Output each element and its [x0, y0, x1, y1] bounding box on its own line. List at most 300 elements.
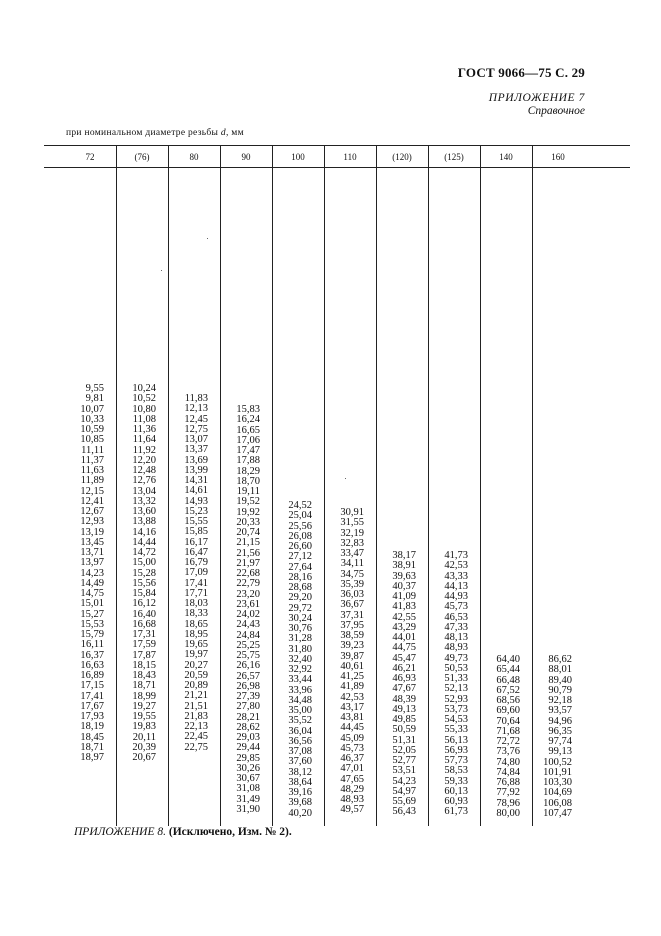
table-cell: 39,23 [340, 640, 364, 652]
table-cell: 32,40 [288, 653, 312, 665]
caption-variable: d [220, 128, 226, 138]
table-cell: 23,20 [236, 588, 260, 600]
table-cell: 36,03 [340, 589, 364, 600]
table-cell: 12,13 [184, 403, 208, 415]
table-cell: 49,85 [392, 714, 416, 725]
table-cell: 16,68 [132, 618, 156, 630]
appendix-type: Справочное [527, 105, 585, 117]
column-values-90 [210, 405, 260, 815]
table-cell: 20,67 [132, 752, 156, 763]
table-cell: 15,85 [184, 526, 208, 538]
table-cell: 15,00 [132, 557, 156, 569]
table-cell: 40,37 [392, 580, 416, 592]
column-header-120: (120) [392, 152, 412, 162]
column-values-120 [366, 551, 416, 818]
table-cell: 37,08 [288, 746, 312, 757]
table-cell: 50,59 [392, 724, 416, 736]
table-cell: 12,75 [184, 423, 208, 435]
table-cell: 22,75 [184, 741, 208, 753]
table-cell: 15,53 [80, 618, 104, 630]
table-cell: 54,23 [392, 775, 416, 787]
table-cell: 60,93 [444, 796, 468, 807]
table-cell: 51,33 [444, 673, 468, 684]
table-cell: 30,67 [236, 773, 260, 784]
table-cell: 58,53 [444, 765, 468, 777]
table-cell: 13,88 [132, 516, 156, 528]
table-cell: 46,21 [392, 662, 416, 674]
table-cell: 15,55 [184, 516, 208, 527]
table-cell: 47,33 [444, 621, 468, 633]
table-cell: 20,11 [132, 731, 156, 743]
table-cell: 24,52 [288, 500, 312, 511]
table-cell: 100,52 [543, 756, 572, 768]
table-cell: 40,20 [288, 807, 312, 819]
table-cell: 38,64 [288, 776, 312, 788]
table-cell: 17,93 [80, 711, 104, 722]
table-cell: 17,06 [236, 434, 260, 446]
table-cell: 17,67 [80, 700, 104, 712]
column-header-140: 140 [499, 152, 513, 162]
table-cell: 11,37 [80, 454, 104, 466]
table-cell: 101,91 [543, 766, 572, 778]
footnote [74, 826, 292, 838]
table-cell: 14,31 [184, 475, 208, 486]
table-cell: 32,92 [288, 664, 312, 675]
table-cell: 37,95 [340, 619, 364, 631]
table-cell: 44,13 [444, 580, 468, 592]
table-cell: 97,74 [548, 736, 572, 747]
table-caption [66, 128, 244, 138]
table-cell: 17,87 [132, 649, 156, 661]
column-header-160: 160 [551, 152, 565, 162]
table-cell: 16,63 [80, 659, 104, 671]
table-cell: 30,91 [340, 507, 364, 518]
table-cell: 16,89 [80, 670, 104, 681]
table-cell: 104,69 [543, 787, 572, 799]
table-cell: 12,41 [80, 495, 104, 507]
table-cell: 16,11 [80, 639, 104, 651]
scan-speck [207, 238, 208, 239]
table-cell: 20,59 [184, 669, 208, 681]
table-cell: 76,88 [496, 777, 520, 788]
table-cell: 16,37 [80, 649, 104, 661]
page-header: ГОСТ 9066—75 С. 29 [457, 65, 585, 80]
table-cell: 13,60 [132, 506, 156, 517]
table-cell: 48,29 [340, 783, 364, 795]
table-cell: 13,71 [80, 547, 104, 558]
table-cell: 13,69 [184, 454, 208, 466]
table-cell: 22,45 [184, 731, 208, 743]
footnote-text: (Исключено, Изм. № 2). [165, 826, 292, 838]
table-cell: 25,75 [236, 650, 260, 661]
table-cell: 55,69 [392, 796, 416, 807]
table-cell: 66,48 [496, 674, 520, 686]
table-cell: 45,73 [340, 742, 364, 754]
table-cell: 12,76 [132, 475, 156, 487]
table-cell: 53,73 [444, 703, 468, 715]
table-cell: 11,92 [132, 444, 156, 456]
table-cell: 47,67 [392, 683, 416, 695]
table-cell: 22,13 [184, 721, 208, 732]
table-cell: 48,39 [392, 693, 416, 705]
table-cell: 38,91 [392, 560, 416, 572]
table-cell: 59,33 [444, 775, 468, 787]
table-cell: 94,96 [548, 715, 572, 727]
table-cell: 14,23 [80, 567, 104, 579]
table-cell: 99,13 [548, 746, 572, 758]
column-header-90: 90 [241, 152, 251, 162]
table-top-rule [44, 145, 630, 146]
column-header-80: 80 [189, 152, 199, 162]
table-cell: 27,12 [288, 551, 312, 563]
table-cell: 28,68 [288, 582, 312, 593]
table-cell: 11,89 [80, 475, 104, 487]
table-cell: 29,72 [288, 602, 312, 614]
table-cell: 103,30 [543, 777, 572, 788]
table-cell: 13,19 [80, 526, 104, 538]
table-cell: 44,45 [340, 722, 364, 734]
table-cell: 44,75 [392, 642, 416, 654]
table-cell: 92,18 [548, 695, 572, 706]
column-values-125 [418, 551, 468, 818]
table-cell: 41,25 [340, 671, 364, 682]
table-cell: 10,80 [132, 403, 156, 415]
table-cell: 26,16 [236, 660, 260, 672]
table-cell: 52,93 [444, 693, 468, 705]
table-cell: 64,40 [496, 654, 520, 665]
column-header-72: 72 [85, 152, 95, 162]
table-cell: 10,85 [80, 434, 104, 446]
caption-unit: , мм [225, 128, 244, 138]
table-cell: 18,70 [236, 475, 260, 487]
table-cell: 22,68 [236, 568, 260, 579]
table-header-rule [44, 167, 630, 168]
table-cell: 15,28 [132, 567, 156, 579]
table-cell: 20,89 [184, 680, 208, 691]
table-cell: 15,79 [80, 629, 104, 640]
table-cell: 14,49 [80, 577, 104, 589]
table-cell: 28,62 [236, 721, 260, 733]
table-cell: 71,68 [496, 725, 520, 737]
table-cell: 17,41 [184, 577, 208, 589]
table-cell: 56,13 [444, 734, 468, 746]
table-cell: 18,33 [184, 608, 208, 620]
table-cell: 18,19 [80, 721, 104, 733]
table-cell: 25,56 [288, 520, 312, 532]
table-cell: 41,73 [444, 550, 468, 561]
table-cell: 43,81 [340, 712, 364, 723]
table-cell: 18,71 [80, 741, 104, 753]
table-cell: 38,17 [392, 550, 416, 561]
table-cell: 31,28 [288, 633, 312, 645]
table-cell: 32,83 [340, 537, 364, 549]
table-cell: 52,05 [392, 744, 416, 756]
table-cell: 24,43 [236, 619, 260, 631]
table-cell: 36,56 [288, 735, 312, 747]
table-cell: 24,02 [236, 609, 260, 620]
table-cell: 106,08 [543, 797, 572, 809]
table-cell: 45,47 [392, 652, 416, 664]
table-cell: 13,07 [184, 434, 208, 445]
table-cell: 37,60 [288, 756, 312, 768]
table-cell: 17,47 [236, 445, 260, 456]
table-cell: 72,72 [496, 736, 520, 747]
table-cell: 13,45 [80, 536, 104, 548]
table-cell: 10,59 [80, 424, 104, 435]
table-cell: 78,96 [496, 797, 520, 809]
table-cell: 70,64 [496, 715, 520, 727]
table-cell: 68,56 [496, 695, 520, 706]
table-cell: 39,87 [340, 650, 364, 662]
table-cell: 73,76 [496, 746, 520, 758]
table-cell: 18,99 [132, 690, 156, 702]
table-cell: 16,79 [184, 557, 208, 568]
table-cell: 19,97 [184, 649, 208, 661]
table-cell: 36,04 [288, 725, 312, 737]
table-cell: 25,04 [288, 510, 312, 522]
column-header-76: (76) [134, 152, 150, 162]
table-cell: 39,68 [288, 797, 312, 809]
table-cell: 16,47 [184, 546, 208, 558]
table-cell: 54,53 [444, 714, 468, 725]
table-cell: 20,39 [132, 741, 156, 753]
table-cell: 33,47 [340, 548, 364, 559]
table-cell: 16,24 [236, 414, 260, 426]
table-cell: 11,64 [132, 434, 156, 446]
table-cell: 43,33 [444, 570, 468, 582]
table-cell: 14,16 [132, 526, 156, 538]
table-cell: 34,48 [288, 694, 312, 706]
table-cell: 16,17 [184, 536, 208, 548]
caption-text: при номинальном диаметре резьбы [66, 128, 221, 138]
table-cell: 11,11 [81, 444, 104, 456]
table-cell: 34,11 [340, 558, 364, 570]
table-cell: 12,93 [80, 516, 104, 528]
table-cell: 34,75 [340, 568, 364, 580]
table-cell: 96,35 [548, 725, 572, 737]
table-cell: 43,17 [340, 701, 364, 713]
table-cell: 46,37 [340, 753, 364, 764]
table-cell: 41,83 [392, 601, 416, 613]
table-cell: 51,31 [392, 734, 416, 746]
table-cell: 45,73 [444, 601, 468, 613]
table-cell: 30,24 [288, 612, 312, 624]
scan-speck [161, 270, 162, 271]
table-cell: 47,01 [340, 763, 364, 775]
table-cell: 31,90 [236, 803, 260, 815]
table-cell: 18,29 [236, 465, 260, 477]
table-cell: 10,07 [80, 403, 104, 415]
table-cell: 41,09 [392, 591, 416, 602]
table-cell: 13,32 [132, 495, 156, 507]
table-cell: 69,60 [496, 705, 520, 717]
table-cell: 36,67 [340, 599, 364, 611]
table-cell: 11,08 [132, 413, 156, 425]
table-cell: 15,01 [80, 598, 104, 610]
table-cell: 20,74 [236, 527, 260, 538]
table-cell: 23,61 [236, 598, 260, 610]
table-cell: 14,93 [184, 495, 208, 507]
scan-speck [345, 478, 346, 479]
table-cell: 26,60 [288, 541, 312, 552]
table-cell: 15,23 [184, 505, 208, 517]
column-header-125: (125) [444, 152, 464, 162]
table-cell: 27,39 [236, 691, 260, 702]
table-cell: 12,67 [80, 506, 104, 517]
table-cell: 20,33 [236, 516, 260, 528]
table-cell: 18,95 [184, 628, 208, 640]
table-cell: 31,55 [340, 517, 364, 529]
table-cell: 13,99 [184, 464, 208, 476]
table-cell: 48,13 [444, 632, 468, 643]
table-cell: 18,65 [184, 618, 208, 630]
table-cell: 47,65 [340, 773, 364, 785]
table-cell: 88,01 [548, 664, 572, 676]
table-cell: 26,98 [236, 680, 260, 692]
table-cell: 11,36 [132, 424, 156, 435]
table-cell: 30,26 [236, 762, 260, 774]
table-cell: 11,83 [184, 393, 208, 404]
table-cell: 15,84 [132, 588, 156, 599]
appendix-label [489, 92, 585, 118]
table-cell: 19,65 [184, 639, 208, 650]
table-cell: 77,92 [496, 787, 520, 799]
table-cell: 19,11 [236, 486, 260, 497]
table-cell: 22,79 [236, 578, 260, 590]
column-values-160 [522, 655, 572, 819]
table-cell: 49,73 [444, 652, 468, 664]
table-cell: 50,53 [444, 662, 468, 674]
table-cell: 28,21 [236, 711, 260, 723]
table-cell: 18,03 [184, 598, 208, 609]
table-cell: 20,27 [184, 659, 208, 671]
table-cell: 60,13 [444, 785, 468, 797]
table-cell: 18,97 [80, 752, 104, 763]
table-cell: 17,15 [80, 680, 104, 692]
table-cell: 90,79 [548, 684, 572, 696]
table-cell: 14,75 [80, 588, 104, 599]
appendix-tag: ПРИЛОЖЕНИЕ 7 [488, 92, 585, 104]
table-cell: 19,83 [132, 721, 156, 733]
table-cell: 19,27 [132, 700, 156, 712]
table-cell: 43,29 [392, 621, 416, 633]
table-cell: 17,71 [184, 587, 208, 599]
table-cell: 39,16 [288, 787, 312, 798]
table-cell: 25,25 [236, 639, 260, 651]
table-cell: 21,21 [184, 690, 208, 702]
table-cell: 49,57 [340, 804, 364, 816]
table-cell: 12,15 [80, 485, 104, 497]
table-cell: 61,73 [444, 806, 468, 818]
table-cell: 29,20 [288, 592, 312, 604]
table-cell: 21,56 [236, 547, 260, 559]
table-cell: 10,33 [80, 413, 104, 425]
table-cell: 9,55 [85, 383, 104, 394]
table-cell: 42,55 [392, 611, 416, 623]
table-cell: 44,01 [392, 632, 416, 643]
table-cell: 57,73 [444, 755, 468, 766]
table-cell: 24,84 [236, 629, 260, 641]
table-cell: 18,15 [132, 659, 156, 671]
table-cell: 30,76 [288, 623, 312, 634]
table-cell: 49,13 [392, 703, 416, 715]
table-cell: 17,59 [132, 639, 156, 651]
table-cell: 46,93 [392, 673, 416, 684]
table-cell: 31,80 [288, 643, 312, 655]
table-cell: 65,44 [496, 664, 520, 676]
column-values-140 [470, 655, 520, 819]
table-cell: 42,53 [340, 691, 364, 703]
table-cell: 19,92 [236, 506, 260, 518]
table-cell: 21,97 [236, 557, 260, 569]
table-cell: 56,93 [444, 744, 468, 756]
table-cell: 13,97 [80, 557, 104, 569]
table-cell: 37,31 [340, 609, 364, 621]
table-cell: 28,16 [288, 571, 312, 583]
table-cell: 80,00 [496, 807, 520, 819]
table-cell: 12,48 [132, 465, 156, 476]
column-values-72 [54, 384, 104, 763]
table-cell: 67,52 [496, 684, 520, 696]
column-header-100: 100 [291, 152, 305, 162]
table-cell: 21,15 [236, 537, 260, 549]
table-cell: 19,55 [132, 711, 156, 722]
table-cell: 107,47 [543, 807, 572, 819]
table-cell: 46,53 [444, 611, 468, 623]
table-cell: 15,83 [236, 404, 260, 415]
table-cell: 54,97 [392, 785, 416, 797]
footnote-label: ПРИЛОЖЕНИЕ 8. [74, 826, 166, 838]
column-values-80 [158, 394, 208, 753]
table-cell: 26,08 [288, 530, 312, 542]
table-cell: 52,77 [392, 755, 416, 766]
table-cell: 17,88 [236, 455, 260, 467]
table-cell: 29,44 [236, 742, 260, 754]
table-cell: 39,63 [392, 570, 416, 582]
table-cell: 26,57 [236, 670, 260, 682]
table-cell: 14,72 [132, 547, 156, 558]
table-cell: 29,85 [236, 752, 260, 764]
table-cell: 40,61 [340, 660, 364, 672]
table-cell: 17,41 [80, 690, 104, 702]
table-cell: 10,52 [132, 393, 156, 405]
table-cell: 74,84 [496, 766, 520, 778]
table-cell: 15,27 [80, 608, 104, 620]
column-header-110: 110 [343, 152, 357, 162]
table-cell: 89,40 [548, 674, 572, 686]
table-cell: 16,12 [132, 598, 156, 610]
column-values-76 [106, 384, 156, 763]
table-cell: 45,09 [340, 732, 364, 744]
table-cell: 53,51 [392, 765, 416, 777]
table-cell: 18,45 [80, 731, 104, 743]
table-cell: 32,19 [340, 527, 364, 539]
table-cell: 9,81 [85, 393, 104, 405]
table-cell: 74,80 [496, 756, 520, 768]
table-cell: 31,08 [236, 783, 260, 795]
table-cell: 33,44 [288, 674, 312, 686]
table-cell: 15,56 [132, 577, 156, 589]
table-cell: 16,40 [132, 608, 156, 620]
table-cell: 38,12 [288, 766, 312, 778]
table-cell: 56,43 [392, 806, 416, 818]
table-cell: 42,53 [444, 560, 468, 572]
table-cell: 16,65 [236, 424, 260, 436]
table-cell: 10,24 [132, 383, 156, 394]
table-cell: 18,43 [132, 670, 156, 681]
table-cell: 27,80 [236, 701, 260, 713]
table-cell: 17,31 [132, 629, 156, 640]
